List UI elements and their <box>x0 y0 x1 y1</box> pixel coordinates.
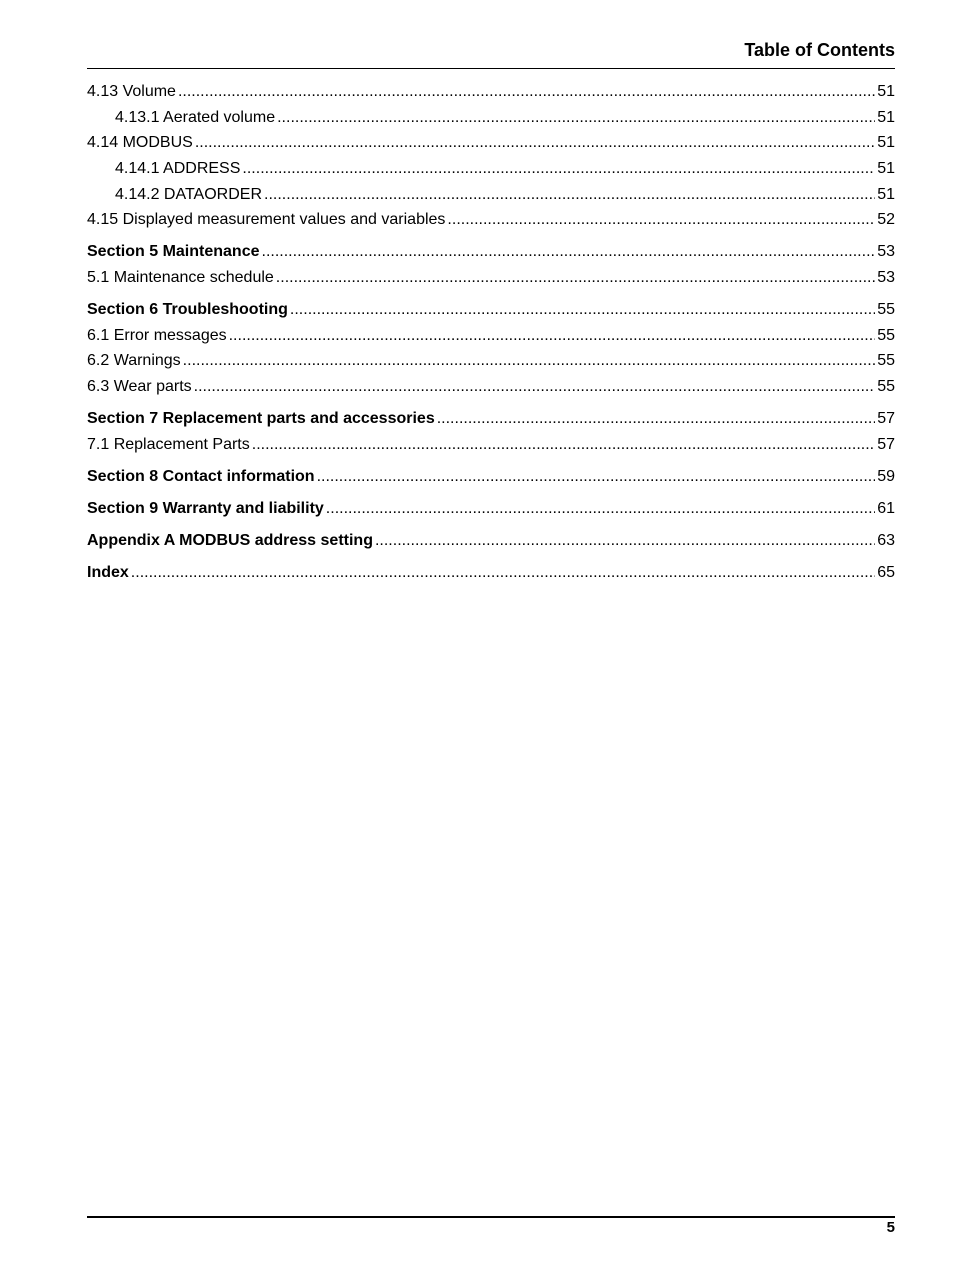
toc-entry-page: 57 <box>877 410 895 428</box>
toc-entry-label: Section 5 Maintenance <box>87 243 260 261</box>
toc-leader-dots <box>277 107 875 129</box>
toc-entry-section-6[interactable] <box>87 299 895 325</box>
toc-entry-page: 55 <box>877 378 895 396</box>
toc-leader-dots <box>131 562 875 584</box>
toc-entry-page: 61 <box>877 499 895 517</box>
toc-entry-4-13-1[interactable] <box>87 107 895 133</box>
toc-entry-index[interactable] <box>87 562 895 588</box>
toc-entry-page: 55 <box>877 301 895 319</box>
page-title: Table of Contents <box>744 40 895 60</box>
toc-leader-dots <box>252 434 875 456</box>
toc-leader-dots <box>276 267 875 289</box>
toc-entry-label: 4.15 Displayed measurement values and variables <box>87 211 446 229</box>
toc-entry-label: 7.1 Replacement Parts <box>87 435 250 453</box>
toc-leader-dots <box>264 184 875 206</box>
toc-entry-page: 51 <box>877 83 895 100</box>
toc-entry-label: 4.13.1 Aerated volume <box>115 108 276 126</box>
toc-entry-section-8[interactable] <box>87 466 895 492</box>
toc-leader-dots <box>447 209 875 231</box>
toc-entry-section-9[interactable] <box>87 498 895 524</box>
toc-entry-section-5[interactable] <box>87 241 895 267</box>
toc-leader-dots <box>437 408 875 430</box>
toc-entry-7-1[interactable] <box>87 434 895 460</box>
toc-entry-page: 51 <box>877 134 895 152</box>
toc-entry-4-14-1[interactable] <box>87 158 895 184</box>
toc-entry-label: 6.1 Error messages <box>87 326 227 344</box>
toc-entry-label: 6.2 Warnings <box>87 352 181 370</box>
toc-entry-label: 4.14 MODBUS <box>87 134 193 152</box>
toc-entry-4-14-2[interactable] <box>87 184 895 210</box>
toc-leader-dots <box>183 350 876 372</box>
header-divider <box>87 68 895 69</box>
toc-entry-page: 65 <box>877 563 895 581</box>
toc-entry-4-13[interactable] <box>87 81 895 107</box>
toc-entry-label: Index <box>87 563 129 581</box>
toc-entry-label: 5.1 Maintenance schedule <box>87 269 274 287</box>
toc-entry-label: Appendix A MODBUS address setting <box>87 531 373 549</box>
toc-leader-dots <box>195 132 875 154</box>
toc-leader-dots <box>290 299 875 321</box>
toc-entry-label: Section 8 Contact information <box>87 467 315 485</box>
toc-leader-dots <box>194 376 876 398</box>
toc-entry-label: Section 9 Warranty and liability <box>87 499 324 517</box>
toc-leader-dots <box>326 498 875 520</box>
toc-entry-section-7[interactable] <box>87 408 895 434</box>
toc-entry-6-3[interactable] <box>87 376 895 402</box>
toc-entry-page: 51 <box>877 160 895 178</box>
toc-leader-dots <box>262 241 876 263</box>
toc-entry-4-15[interactable] <box>87 209 895 235</box>
toc-entry-6-1[interactable] <box>87 325 895 351</box>
toc-entry-page: 57 <box>877 435 895 453</box>
table-of-contents <box>87 81 895 587</box>
toc-entry-6-2[interactable] <box>87 350 895 376</box>
toc-entry-page: 53 <box>877 243 895 261</box>
toc-entry-page: 59 <box>877 467 895 485</box>
toc-entry-label: 4.13 Volume <box>87 83 176 100</box>
toc-entry-label: 4.14.2 DATAORDER <box>115 185 263 203</box>
toc-entry-page: 52 <box>877 211 895 229</box>
toc-entry-label: 4.14.1 ADDRESS <box>115 160 241 178</box>
toc-entry-label: Section 7 Replacement parts and accessories <box>87 410 435 428</box>
toc-leader-dots <box>229 325 876 347</box>
toc-entry-page: 55 <box>877 352 895 370</box>
toc-entry-page: 51 <box>877 108 895 126</box>
toc-entry-label: 6.3 Wear parts <box>87 378 192 396</box>
toc-entry-page: 63 <box>877 531 895 549</box>
toc-entry-page: 55 <box>877 326 895 344</box>
toc-entry-label: Section 6 Troubleshooting <box>87 301 288 319</box>
toc-leader-dots <box>178 81 875 103</box>
toc-leader-dots <box>375 530 875 552</box>
toc-entry-page: 51 <box>877 185 895 203</box>
toc-leader-dots <box>242 158 875 180</box>
toc-entry-4-14[interactable] <box>87 132 895 158</box>
toc-entry-appendix-a[interactable] <box>87 530 895 556</box>
page-number: 5 <box>886 1219 895 1236</box>
toc-entry-5-1[interactable] <box>87 267 895 293</box>
toc-entry-page: 53 <box>877 269 895 287</box>
toc-leader-dots <box>317 466 876 488</box>
